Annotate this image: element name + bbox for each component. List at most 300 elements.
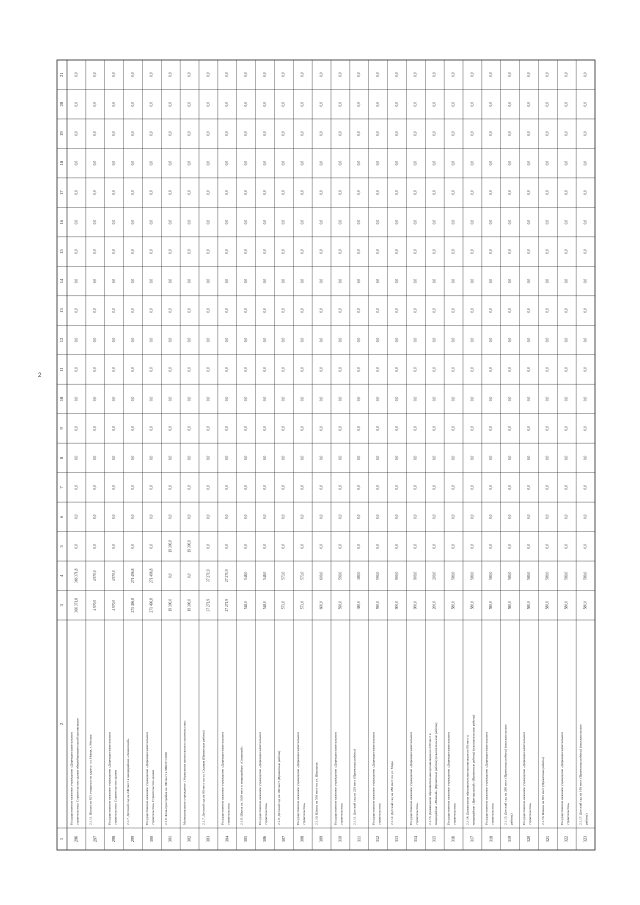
cell-value: 0,0: [451, 396, 456, 402]
cell-value: 0,0: [451, 485, 456, 490]
cell-value: 0,0: [357, 101, 362, 107]
cell-value: 0,0: [470, 72, 475, 77]
cell-value: 0,0: [338, 249, 343, 254]
cell-value: 0,0: [206, 190, 211, 195]
cell-value: 0,0: [357, 278, 362, 284]
cell-value: 0,0: [262, 308, 267, 313]
column-number: 20: [59, 101, 65, 107]
cell-value: 0,0: [470, 249, 475, 254]
cell-value: 0,0: [583, 514, 588, 520]
cell-value: 0,0: [375, 72, 380, 77]
cell-value: 0,0: [281, 396, 286, 402]
cell-value: 0,0: [111, 367, 116, 372]
row-number: 315: [431, 835, 437, 843]
cell-value: 0,0: [432, 455, 437, 461]
cell-value: 0,0: [149, 160, 154, 166]
cell-value: 0,0: [187, 337, 192, 343]
cell-value: 0,0: [300, 101, 305, 107]
cell-value: 0,0: [168, 308, 173, 313]
row-name: Государственное казенное учреждение «Дирекция капитального: [69, 731, 74, 825]
cell-value: 0,0: [225, 278, 230, 284]
cell-value: 900,0: [413, 601, 418, 610]
cell-value: 0,0: [489, 337, 494, 343]
cell-value: 0,0: [93, 278, 98, 284]
row-name: Государственное казенное учреждение «Дирекция капитального: [371, 731, 376, 825]
row-number: 303: [205, 835, 211, 843]
cell-value: 0,0: [130, 101, 135, 107]
row-name: Государственное казенное учреждение «Дирекция капитального: [484, 731, 489, 825]
cell-value: 0,0: [225, 426, 230, 431]
cell-value: 0,0: [225, 219, 230, 225]
cell-value: 271 496,8: [149, 598, 154, 613]
cell-value: 0,0: [225, 544, 230, 549]
cell-value: 0,0: [149, 131, 154, 136]
row-name: строительства» Строительство здания общеобразовательной организации: [75, 718, 80, 825]
row-name: микрорайоне «Южный» (Проектные работы) (изыскательские работы): [433, 722, 438, 825]
cell-value: 0,0: [338, 426, 343, 431]
row-name: строительства» Строительство здания: [151, 769, 156, 825]
cell-value: 0,0: [281, 160, 286, 166]
cell-value: 0,0: [394, 131, 399, 136]
cell-value: 0,0: [545, 485, 550, 490]
cell-value: 0,0: [281, 249, 286, 254]
cell-value: 0,0: [507, 544, 512, 549]
cell-value: 0,0: [93, 190, 98, 195]
cell-value: 0,0: [545, 72, 550, 77]
cell-value: 0,0: [357, 396, 362, 402]
row-number: 305: [243, 835, 249, 843]
table-border: [57, 60, 595, 850]
cell-value: 0,0: [168, 160, 173, 166]
cell-value: 0,0: [300, 308, 305, 313]
cell-value: 0,0: [432, 426, 437, 431]
cell-value: 0,0: [262, 396, 267, 402]
column-number: 16: [59, 219, 65, 225]
cell-value: 0,0: [583, 308, 588, 313]
cell-value: 0,0: [130, 367, 135, 372]
cell-value: 0,0: [338, 72, 343, 77]
cell-value: 0,0: [262, 131, 267, 136]
row-name: 2.1.16. Школа на 825 мест (Проектные работы): [541, 757, 546, 825]
cell-value: 0,0: [375, 455, 380, 461]
cell-value: 0,0: [394, 396, 399, 402]
cell-value: 0,0: [394, 190, 399, 195]
column-number: 17: [59, 190, 65, 195]
cell-value: 0,0: [451, 131, 456, 136]
row-number: 307: [280, 835, 286, 843]
cell-value: 0,0: [168, 573, 173, 579]
cell-value: 0,0: [451, 190, 456, 195]
row-name: строительства»: [452, 802, 457, 825]
cell-value: 0,0: [74, 160, 79, 166]
cell-value: 0,0: [149, 514, 154, 520]
cell-value: 0,0: [564, 101, 569, 107]
cell-value: 0,0: [319, 72, 324, 77]
cell-value: 0,0: [375, 131, 380, 136]
cell-value: 580,0: [583, 571, 588, 580]
cell-value: 0,0: [319, 131, 324, 136]
cell-value: 580,0: [470, 571, 475, 580]
cell-value: 380,0: [357, 571, 362, 580]
row-name: 2.1.9. Детский сад на 160 мест (Проектные работы): [277, 750, 282, 825]
cell-value: 0,0: [319, 455, 324, 461]
cell-value: 0,0: [357, 367, 362, 372]
cell-value: 0,0: [526, 219, 531, 225]
cell-value: 0,0: [507, 101, 512, 107]
cell-value: 0,0: [149, 396, 154, 402]
cell-value: 0,0: [432, 249, 437, 254]
cell-value: 0,0: [545, 514, 550, 520]
cell-value: 0,0: [564, 160, 569, 166]
cell-value: 0,0: [206, 219, 211, 225]
cell-value: 0,0: [489, 544, 494, 549]
cell-value: 0,0: [130, 131, 135, 136]
cell-value: 0,0: [319, 337, 324, 343]
row-name: строительства»: [377, 802, 382, 825]
cell-value: 0,0: [489, 308, 494, 313]
cell-value: 0,0: [300, 485, 305, 490]
cell-value: 0,0: [564, 131, 569, 136]
cell-value: 573,0: [281, 571, 286, 580]
cell-value: 0,0: [300, 131, 305, 136]
cell-value: 0,0: [281, 72, 286, 77]
cell-value: 0,0: [432, 544, 437, 549]
row-name: 2.1.11. Школа на 825 учащихся по адресу: ул. Новая, г. Москва: [88, 734, 93, 825]
row-name: строительства»: [528, 802, 533, 825]
cell-value: 0,0: [300, 219, 305, 225]
cell-value: 0,0: [507, 308, 512, 313]
cell-value: 0,0: [583, 455, 588, 461]
cell-value: 0,0: [583, 337, 588, 343]
cell-value: 0,0: [507, 426, 512, 431]
cell-value: 0,0: [243, 249, 248, 254]
cell-value: 0,0: [111, 544, 116, 549]
cell-value: 0,0: [281, 367, 286, 372]
cell-value: 580,0: [470, 601, 475, 610]
cell-value: 0,0: [413, 485, 418, 490]
cell-value: 0,0: [432, 72, 437, 77]
cell-value: 0,0: [225, 367, 230, 372]
cell-value: 0,0: [545, 367, 550, 372]
cell-value: 0,0: [413, 544, 418, 549]
cell-value: 0,0: [357, 249, 362, 254]
cell-value: 0,0: [413, 249, 418, 254]
cell-value: 0,0: [111, 455, 116, 461]
cell-value: 0,0: [168, 514, 173, 520]
cell-value: 0,0: [375, 544, 380, 549]
cell-value: 0,0: [319, 249, 324, 254]
cell-value: 0,0: [526, 308, 531, 313]
cell-value: 0,0: [394, 337, 399, 343]
cell-value: 0,0: [300, 426, 305, 431]
cell-value: 0,0: [413, 278, 418, 284]
cell-value: 0,0: [470, 160, 475, 166]
cell-value: 900,0: [413, 571, 418, 580]
cell-value: 0,0: [545, 396, 550, 402]
cell-value: 0,0: [111, 131, 116, 136]
cell-value: 0,0: [526, 485, 531, 490]
cell-value: 4 970,0: [111, 599, 116, 611]
cell-value: 366 371,8: [74, 568, 79, 583]
cell-value: 0,0: [187, 485, 192, 490]
cell-value: 0,0: [300, 337, 305, 343]
cell-value: 0,0: [130, 485, 135, 490]
cell-value: 0,0: [470, 337, 475, 343]
cell-value: 0,0: [206, 249, 211, 254]
cell-value: 0,0: [470, 455, 475, 461]
cell-value: 0,0: [507, 337, 512, 343]
cell-value: 0,0: [187, 396, 192, 402]
cell-value: 0,0: [545, 455, 550, 461]
cell-value: 0,0: [149, 101, 154, 107]
cell-value: 0,0: [206, 101, 211, 107]
cell-value: 0,0: [130, 249, 135, 254]
cell-value: 0,0: [168, 367, 173, 372]
cell-value: 0,0: [149, 72, 154, 77]
cell-value: 0,0: [583, 249, 588, 254]
cell-value: 0,0: [583, 426, 588, 431]
cell-value: 0,0: [507, 367, 512, 372]
cell-value: 0,0: [225, 131, 230, 136]
cell-value: 0,0: [300, 396, 305, 402]
cell-value: 271 496,8: [130, 568, 135, 583]
cell-value: 0,0: [564, 455, 569, 461]
column-number: 14: [59, 278, 65, 284]
cell-value: 0,0: [357, 544, 362, 549]
cell-value: 0,0: [357, 455, 362, 461]
cell-value: 0,0: [130, 308, 135, 313]
cell-value: 0,0: [470, 219, 475, 225]
cell-value: 573,0: [281, 601, 286, 610]
cell-value: 0,0: [375, 249, 380, 254]
cell-value: 0,0: [413, 396, 418, 402]
cell-value: 0,0: [375, 485, 380, 490]
cell-value: 0,0: [526, 367, 531, 372]
cell-value: 0,0: [74, 455, 79, 461]
cell-value: 0,0: [300, 278, 305, 284]
cell-value: 0,0: [413, 337, 418, 343]
page-marker: 2: [38, 373, 42, 379]
cell-value: 0,0: [206, 278, 211, 284]
cell-value: 4 970,0: [93, 570, 98, 582]
cell-value: 0,0: [206, 337, 211, 343]
cell-value: 0,0: [93, 396, 98, 402]
cell-value: 0,0: [243, 426, 248, 431]
cell-value: 580,0: [489, 601, 494, 610]
cell-value: 0,0: [489, 367, 494, 372]
cell-value: 0,0: [225, 160, 230, 166]
cell-value: 0,0: [489, 131, 494, 136]
cell-value: 0,0: [564, 337, 569, 343]
cell-value: 580,0: [583, 601, 588, 610]
cell-value: 0,0: [74, 514, 79, 520]
cell-value: 0,0: [394, 544, 399, 549]
cell-value: 0,0: [507, 485, 512, 490]
cell-value: 0,0: [489, 72, 494, 77]
cell-value: 0,0: [93, 219, 98, 225]
cell-value: 0,0: [74, 72, 79, 77]
column-number: 21: [59, 72, 65, 77]
cell-value: 0,0: [74, 278, 79, 284]
cell-value: 27 271,9: [225, 598, 230, 612]
cell-value: 0,0: [507, 190, 512, 195]
row-number: 319: [507, 835, 513, 843]
cell-value: 0,0: [149, 367, 154, 372]
cell-value: 0,0: [432, 160, 437, 166]
cell-value: 0,0: [281, 190, 286, 195]
cell-value: 0,0: [225, 72, 230, 77]
cell-value: 580,0: [451, 601, 456, 610]
row-number: 309: [318, 835, 324, 843]
cell-value: 0,0: [319, 514, 324, 520]
cell-value: 0,0: [564, 249, 569, 254]
row-name: Государственное казенное учреждение «Дирекция капитального: [220, 731, 225, 825]
cell-value: 0,0: [149, 485, 154, 490]
cell-value: 0,0: [507, 514, 512, 520]
cell-value: 27 271,9: [225, 569, 230, 583]
cell-value: 0,0: [149, 308, 154, 313]
cell-value: 0,0: [225, 337, 230, 343]
cell-value: 0,0: [545, 249, 550, 254]
cell-value: 0,0: [300, 455, 305, 461]
cell-value: 0,0: [394, 278, 399, 284]
cell-value: 0,0: [564, 278, 569, 284]
cell-value: 19 300,0: [168, 540, 173, 553]
cell-value: 0,0: [526, 278, 531, 284]
cell-value: 590,0: [338, 601, 343, 610]
cell-value: 0,0: [526, 131, 531, 136]
cell-value: 0,0: [338, 131, 343, 136]
cell-value: 0,0: [338, 190, 343, 195]
row-name: строительства»: [339, 802, 344, 825]
cell-value: 0,0: [375, 514, 380, 520]
cell-value: 0,0: [394, 426, 399, 431]
cell-value: 0,0: [394, 514, 399, 520]
cell-value: 0,0: [168, 485, 173, 490]
cell-value: 0,0: [413, 367, 418, 372]
cell-value: 0,0: [93, 249, 98, 254]
cell-value: 0,0: [489, 426, 494, 431]
row-number: 299: [129, 835, 135, 843]
row-number: 297: [92, 835, 98, 843]
cell-value: 271 496,8: [130, 598, 135, 613]
cell-value: 0,0: [545, 337, 550, 343]
cell-value: 0,0: [432, 131, 437, 136]
cell-value: 0,0: [262, 455, 267, 461]
cell-value: 0,0: [507, 249, 512, 254]
cell-value: 0,0: [168, 101, 173, 107]
cell-value: 0,0: [243, 190, 248, 195]
cell-value: 0,0: [206, 160, 211, 166]
row-name: 2.1.15. Детский сад на 280 мест (Проектные работы) (изыскательские: [503, 724, 508, 825]
column-number: 2: [59, 722, 65, 726]
cell-value: 0,0: [243, 514, 248, 520]
cell-value: 0,0: [130, 190, 135, 195]
cell-value: 0,0: [338, 514, 343, 520]
cell-value: 0,0: [432, 367, 437, 372]
cell-value: 0,0: [187, 426, 192, 431]
cell-value: 0,0: [187, 131, 192, 136]
cell-value: 0,0: [243, 101, 248, 107]
cell-value: 0,0: [206, 426, 211, 431]
cell-value: 600,0: [319, 571, 324, 580]
cell-value: 0,0: [281, 485, 286, 490]
cell-value: 0,0: [338, 308, 343, 313]
cell-value: 0,0: [262, 190, 267, 195]
cell-value: 548,0: [243, 571, 248, 580]
cell-value: 0,0: [338, 396, 343, 402]
cell-value: 0,0: [74, 249, 79, 254]
cell-value: 0,0: [470, 101, 475, 107]
cell-value: 0,0: [451, 337, 456, 343]
cell-value: 0,0: [451, 426, 456, 431]
cell-value: 0,0: [470, 396, 475, 402]
cell-value: 0,0: [375, 367, 380, 372]
row-name: 2.1.12. Детский сад на 280 мест по ул. Мира: [390, 761, 395, 825]
cell-value: 0,0: [206, 544, 211, 549]
cell-value: 0,0: [338, 544, 343, 549]
row-name: 2.1.17. Детский сад на 190 мест (Проектные работы) (изыскательские: [578, 724, 583, 825]
column-number: 10: [59, 396, 65, 402]
cell-value: 600,0: [319, 601, 324, 610]
cell-value: 0,0: [357, 426, 362, 431]
row-name: Муниципальное учреждение «Управление капитального строительства»: [182, 720, 187, 825]
row-name: 2.1.14. Дошкольная образовательная организация на 90 мест в: [465, 735, 470, 825]
cell-value: 0,0: [243, 337, 248, 343]
column-number: 7: [59, 486, 65, 489]
row-number: 312: [375, 835, 381, 843]
cell-value: 0,0: [583, 72, 588, 77]
cell-value: 0,0: [319, 101, 324, 107]
cell-value: 0,0: [168, 219, 173, 225]
cell-value: 0,0: [451, 514, 456, 520]
cell-value: 0,0: [93, 367, 98, 372]
cell-value: 0,0: [526, 72, 531, 77]
cell-value: 0,0: [432, 514, 437, 520]
cell-value: 0,0: [111, 426, 116, 431]
cell-value: 0,0: [507, 455, 512, 461]
cell-value: 0,0: [130, 160, 135, 166]
cell-value: 0,0: [375, 190, 380, 195]
cell-value: 0,0: [281, 514, 286, 520]
cell-value: 0,0: [225, 308, 230, 313]
cell-value: 0,0: [243, 485, 248, 490]
cell-value: 0,0: [281, 337, 286, 343]
cell-value: 0,0: [375, 278, 380, 284]
cell-value: 0,0: [545, 278, 550, 284]
cell-value: 0,0: [489, 455, 494, 461]
cell-value: 0,0: [281, 131, 286, 136]
row-number: 311: [356, 835, 362, 843]
cell-value: 0,0: [338, 485, 343, 490]
cell-value: 0,0: [281, 101, 286, 107]
cell-value: 0,0: [168, 249, 173, 254]
cell-value: 0,0: [187, 72, 192, 77]
cell-value: 0,0: [93, 308, 98, 313]
cell-value: 0,0: [319, 219, 324, 225]
cell-value: 0,0: [564, 219, 569, 225]
cell-value: 0,0: [394, 249, 399, 254]
column-number: 8: [59, 456, 65, 460]
cell-value: 0,0: [319, 544, 324, 549]
cell-value: 0,0: [564, 190, 569, 195]
cell-value: 0,0: [319, 367, 324, 372]
cell-value: 0,0: [93, 72, 98, 77]
cell-value: 0,0: [300, 72, 305, 77]
cell-value: 580,0: [507, 571, 512, 580]
cell-value: 0,0: [432, 485, 437, 490]
cell-value: 0,0: [319, 485, 324, 490]
